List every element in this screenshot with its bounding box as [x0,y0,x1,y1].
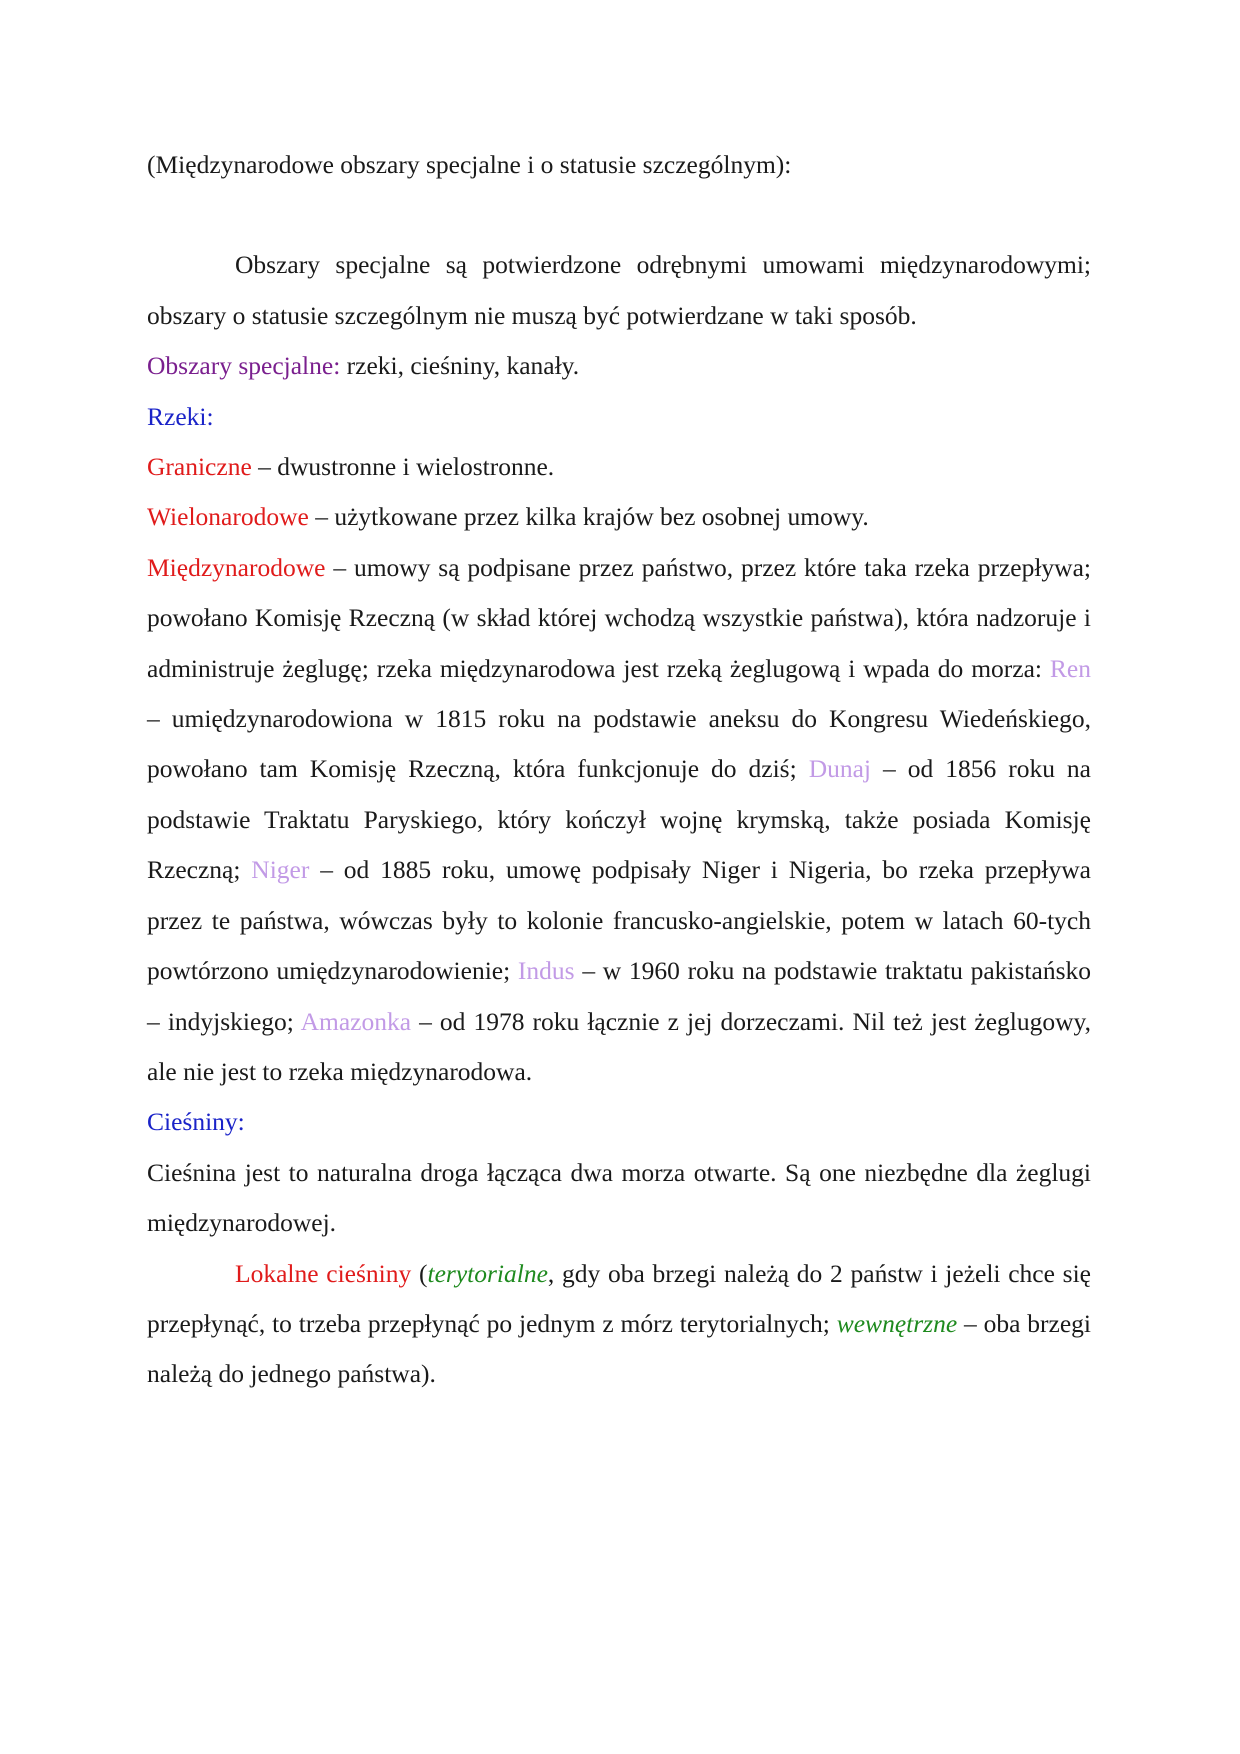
lokalne-text-3: – oba brzegi należą do jednego państwa). [147,1308,1091,1389]
document-heading: (Międzynarodowe obszary specjalne i o statusie szczególnym): [147,150,792,179]
graniczne-text: – dwustronne i wielostronne. [251,452,555,482]
spacer [147,190,1091,240]
lokalne-text-2: , gdy oba brzegi należą do 2 państw i jeżeli chce się przepłynąć, to trzeba przepłynąć po jednym z mórz terytorialnych; [147,1258,1091,1338]
miedzynarodowe-text-4: – od 1885 roku, umowę podpisały Niger i Nigeria, bo rzeka przepływa przez te państwa, wówczas były to kolonie francusko-angielskie, potem w latach 60-tych powtórzono umiędzynarodowienie; [147,855,1091,986]
river-amazonka: Amazonka [300,1006,412,1036]
straits-definition: Cieśnina jest to naturalna droga łącząca dwa morza otwarte. Są one niezbędne dla żeglugi międzynarodowej. [147,1157,1091,1238]
miedzynarodowe-label: Międzynarodowe [147,552,326,582]
terytorialne-term: terytorialne [427,1258,548,1288]
wewnetrzne-term: wewnętrzne [836,1308,958,1338]
intro-paragraph: Obszary specjalne są potwierdzone odrębnymi umowami międzynarodowymi; obszary o statusie szczególnym nie muszą być potwierdzane w taki sposób. [147,250,1091,330]
wielonarodowe-line [147,492,1091,542]
lokalne-text-1: ( [411,1258,428,1288]
river-niger: Niger [251,855,310,885]
river-indus: Indus [517,956,575,986]
miedzynarodowe-text-6: – od 1978 roku łącznie z jej dorzeczami. Nil też jest żeglugowy, ale nie jest to rzeka międzynarodowa. [147,1006,1091,1086]
miedzynarodowe-text-2: – umiędzynarodowiona w 1815 roku na podstawie aneksu do Kongresu Wiedeńskiego, powołano tam Komisję Rzeczną, która funkcjonuje do dziś; [147,704,1091,784]
special-areas-label: Obszary specjalne: [147,351,341,381]
miedzynarodowe-text-1: – umowy są podpisane przez państwo, przez które taka rzeka przepływa; powołano Komisję Rzeczną (w skład której wchodzą wszystkie państwa), która nadzoruje i administruje żeglugę; rzeka międzynarodowa jest rzeką żeglugową i wpada do morza: [147,552,1091,683]
special-areas-line [147,341,1091,391]
wielonarodowe-label: Wielonarodowe [147,502,309,532]
lokalne-label: Lokalne cieśniny [235,1258,412,1288]
rivers-heading: Rzeki: [147,401,214,431]
miedzynarodowe-text-5: – w 1960 roku na podstawie traktatu pakistańsko – indyjskiego; [147,956,1091,1036]
graniczne-label: Graniczne [147,452,252,482]
lokalne-paragraph [147,1249,1091,1400]
special-areas-text: rzeki, cieśniny, kanały. [340,351,580,381]
miedzynarodowe-text-3: – od 1856 roku na podstawie Traktatu Paryskiego, który kończył wojnę krymską, także posiada Komisję Rzeczną; [147,754,1092,885]
document-page [147,140,1091,1400]
river-dunaj: Dunaj [808,754,872,784]
river-ren: Ren [1049,653,1091,683]
graniczne-line [147,442,1091,492]
wielonarodowe-text: – użytkowane przez kilka krajów bez osobnej umowy. [308,502,869,532]
miedzynarodowe-paragraph [147,543,1091,1097]
straits-heading: Cieśniny: [147,1107,245,1137]
